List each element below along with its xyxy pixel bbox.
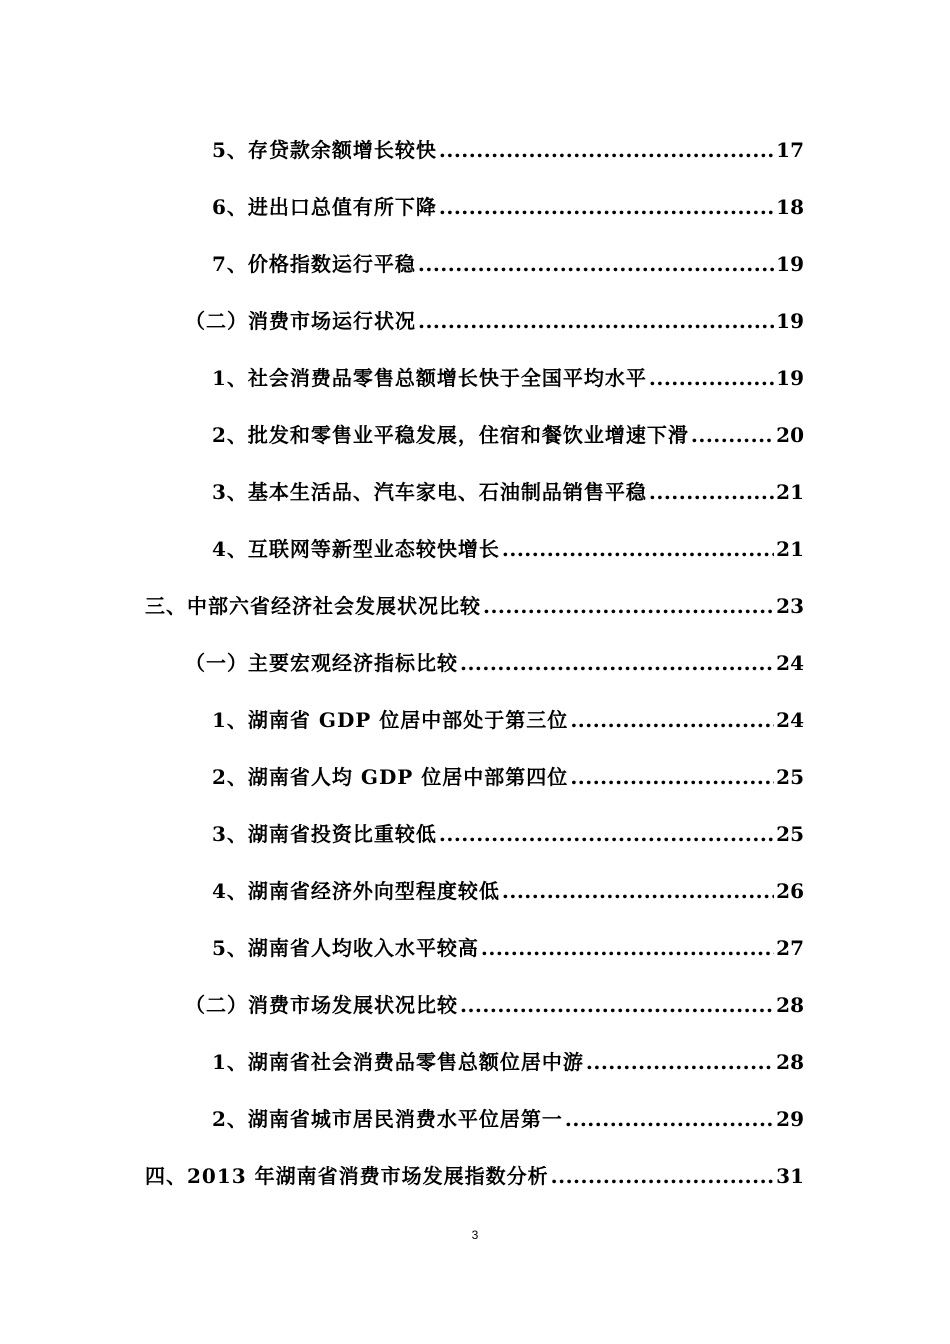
toc-entry-page: 24 (776, 651, 804, 675)
toc-dot-leader (502, 876, 774, 906)
toc-entry-page: 19 (776, 252, 804, 276)
toc-entry-label: 4、互联网等新型业态较快增长 (212, 537, 500, 561)
toc-dot-leader (551, 1161, 775, 1191)
toc-entry-page: 19 (776, 309, 804, 333)
toc-entry[interactable] (185, 990, 804, 1020)
toc-dot-leader (570, 762, 774, 792)
toc-entry-page: 20 (776, 423, 804, 447)
toc-entry-label: 7、价格指数运行平稳 (212, 252, 416, 276)
toc-entry-page: 28 (776, 1050, 804, 1074)
toc-entry-label: 2、湖南省城市居民消费水平位居第一 (212, 1107, 563, 1131)
toc-entry-label: 2、批发和零售业平稳发展，住宿和餐饮业增速下滑 (212, 423, 689, 447)
toc-entry[interactable] (212, 192, 804, 222)
toc-entry-label: 5、存贷款余额增长较快 (212, 138, 437, 162)
toc-entry[interactable] (212, 477, 804, 507)
toc-entry[interactable] (212, 1047, 804, 1077)
toc-dot-leader (481, 933, 774, 963)
toc-entry[interactable] (212, 1104, 804, 1134)
toc-entry[interactable] (212, 933, 804, 963)
toc-entry-page: 24 (776, 708, 804, 732)
toc-entry[interactable] (212, 876, 804, 906)
toc-dot-leader (502, 534, 774, 564)
toc-dot-leader (439, 192, 774, 222)
toc-dot-leader (460, 990, 774, 1020)
toc-entry-page: 27 (776, 936, 804, 960)
toc-entry-label: 四、2013 年湖南省消费市场发展指数分析 (145, 1164, 549, 1188)
toc-entry-page: 26 (776, 879, 804, 903)
toc-entry[interactable] (212, 819, 804, 849)
toc-dot-leader (586, 1047, 774, 1077)
toc-dot-leader (570, 705, 774, 735)
toc-entry[interactable] (212, 762, 804, 792)
toc-entry-label: （二）消费市场发展状况比较 (185, 993, 458, 1017)
toc-entry-page: 31 (776, 1164, 804, 1188)
toc-entry-page: 17 (776, 138, 804, 162)
toc-entry[interactable] (212, 705, 804, 735)
toc-entry-label: 4、湖南省经济外向型程度较低 (212, 879, 500, 903)
toc-entry-label: 1、社会消费品零售总额增长快于全国平均水平 (212, 366, 647, 390)
toc-dot-leader (649, 477, 774, 507)
toc-dot-leader (691, 420, 774, 450)
toc-entry-page: 18 (776, 195, 804, 219)
toc-entry[interactable] (212, 249, 804, 279)
toc-entry-page: 21 (776, 480, 804, 504)
toc-entry-label: 3、基本生活品、汽车家电、石油制品销售平稳 (212, 480, 647, 504)
toc-entry-page: 25 (776, 822, 804, 846)
toc-dot-leader (483, 591, 774, 621)
toc-entry-page: 19 (776, 366, 804, 390)
toc-dot-leader (649, 363, 774, 393)
toc-entry[interactable] (145, 1161, 804, 1191)
toc-entry-page: 23 (776, 594, 804, 618)
toc-entry-label: 5、湖南省人均收入水平较高 (212, 936, 479, 960)
toc-entry-label: （二）消费市场运行状况 (185, 309, 416, 333)
page-number: 3 (471, 1228, 479, 1242)
toc-entry-page: 28 (776, 993, 804, 1017)
toc-dot-leader (460, 648, 774, 678)
toc-entry-page: 25 (776, 765, 804, 789)
toc-dot-leader (439, 135, 774, 165)
toc-entry[interactable] (212, 135, 804, 165)
toc-dot-leader (565, 1104, 774, 1134)
toc-dot-leader (439, 819, 774, 849)
toc-dot-leader (418, 249, 774, 279)
toc-entry-label: 3、湖南省投资比重较低 (212, 822, 437, 846)
toc-entry-label: 三、中部六省经济社会发展状况比较 (145, 594, 481, 618)
toc-entry-label: 2、湖南省人均 GDP 位居中部第四位 (212, 765, 569, 789)
toc-entry[interactable] (185, 306, 804, 336)
toc-entry-page: 29 (776, 1107, 804, 1131)
toc-entry[interactable] (212, 420, 804, 450)
toc-entry-label: 1、湖南省 GDP 位居中部处于第三位 (212, 708, 569, 732)
toc-dot-leader (418, 306, 774, 336)
toc-entry[interactable] (212, 534, 804, 564)
toc-entry-page: 21 (776, 537, 804, 561)
toc-entry[interactable] (145, 591, 804, 621)
toc-entry[interactable] (185, 648, 804, 678)
toc-entry-label: 6、进出口总值有所下降 (212, 195, 437, 219)
toc-entry-label: 1、湖南省社会消费品零售总额位居中游 (212, 1050, 584, 1074)
toc-entry[interactable] (212, 363, 804, 393)
toc-entry-label: （一）主要宏观经济指标比较 (185, 651, 458, 675)
